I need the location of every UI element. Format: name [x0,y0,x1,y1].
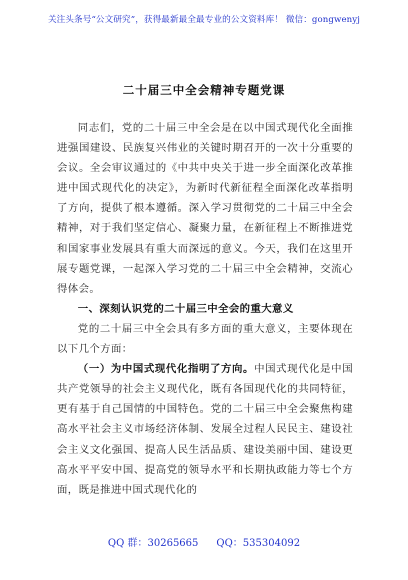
footer-qq-group: QQ 群：30265665 [107,538,199,549]
document-body [57,118,353,500]
sub-section-1-paragraph [57,359,353,500]
section-1-intro-paragraph: 党的二十届三中全会具有多方面的重大意义，主要体现在以下几个方面： [57,322,353,356]
footer-contact-note [0,534,408,549]
footer-qq: QQ：535304092 [216,538,301,549]
header-promo-note: 关注头条号“公文研究”，获得最新最全最专业的公文资料库！ 微信：gongwenyj [47,15,361,25]
sub-heading-1: （一）为中国式现代化指明了方向。 [77,363,255,376]
document-title: 二十届三中全会精神专题党课 [122,83,286,97]
section-heading-1: 一、深刻认识党的二十届三中全会的重大意义 [77,302,294,315]
sub-section-1-text: 中国式现代化是中国共产党领导的社会主义现代化，既有各国现代化的共同特征，更有基于自己国情的中国特色。党的二十届三中全会聚焦构建高水平社会主义市场经济体制、发展全过程人民民主、建设社会主义文化强国、提高人民生活品质、建设美丽中国、建设更高水平平安中国、提高党的领导水平和长期执政能力等七个方面，既是推进中国式现代化的 [57,363,353,496]
intro-paragraph: 同志们，党的二十届三中全会是在以中国式现代化全面推进强国建设、民族复兴伟业的关键时期召开的一次十分重要的会议。全会审议通过的《中共中央关于进一步全面深化改革推进中国式现代化的决定》，为新时代新征程全面深化改革指明了方向，提供了根本遵循。深入学习贯彻党的二十届三中全会精神，对于我们坚定信心、凝聚力量，在新征程上不断推进党和国家事业发展具有重大而深远的意义。今天，我们在这里开展专题党课，一起深入学习党的二十届三中全会精神，交流心得体会。 [57,122,353,295]
